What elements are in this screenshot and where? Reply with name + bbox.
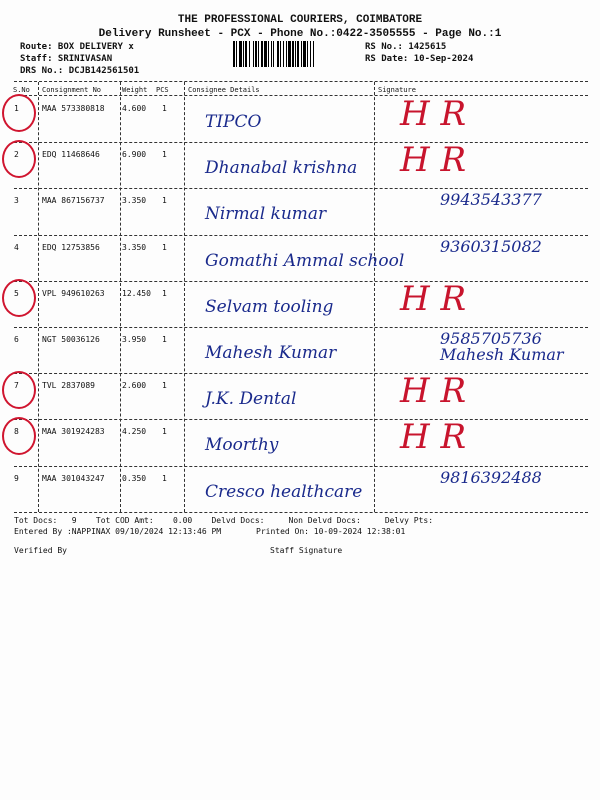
row-signature: H R: [400, 417, 467, 458]
row-sno: 6: [14, 335, 19, 344]
runsheet-subtitle: Delivery Runsheet - PCX - Phone No.:0422-3505555 - Page No.:1: [98, 28, 502, 40]
row-pcs: 1: [162, 150, 167, 160]
rs-number: RS No.: 1425615: [365, 42, 447, 52]
row-rule: [14, 235, 588, 236]
sno-divider: [38, 82, 39, 512]
row-sno: 2: [14, 150, 19, 160]
drs-number: DRS No.: DCJB142561501: [20, 66, 140, 76]
row-consignee: Cresco healthcare: [205, 481, 363, 502]
row-rule: [14, 373, 588, 374]
row-consignee: Gomathi Ammal school: [205, 250, 405, 271]
row-consignee: Dhanabal krishna: [205, 158, 358, 179]
printed-on: Printed On: 10-09-2024 12:38:01: [256, 527, 406, 536]
row-signature: H R: [400, 140, 467, 181]
row-circle-mark: [2, 371, 36, 409]
row-pcs: 1: [162, 427, 167, 437]
row-rule: [14, 512, 588, 513]
barcode: [233, 41, 359, 67]
row-consignee: Moorthy: [205, 435, 279, 456]
row-consignment: NGT 50036126: [42, 335, 100, 344]
row-rule: [14, 466, 588, 467]
row-signature: H R: [400, 94, 467, 134]
row-phone: 9943543377: [440, 190, 542, 210]
row-circle-mark: [2, 94, 36, 132]
col-weight: Weight: [122, 86, 148, 94]
header-rule: [14, 95, 588, 96]
row-sno: 9: [14, 473, 19, 483]
row-consignee: TIPCO: [205, 112, 262, 132]
row-pcs: 1: [162, 473, 167, 483]
pcs-divider: [184, 82, 185, 512]
rs-date: RS Date: 10-Sep-2024: [365, 54, 474, 64]
row-weight: 4.600: [122, 104, 147, 113]
row-weight: 0.350: [122, 473, 147, 483]
row-consignee: Mahesh Kumar: [205, 343, 337, 363]
row-rule: [14, 188, 588, 189]
row-sno: 4: [14, 242, 19, 252]
row-pcs: 1: [162, 196, 167, 206]
row-circle-mark: [2, 140, 36, 178]
row-rule: [14, 327, 588, 328]
row-weight: 4.250: [122, 427, 147, 437]
row-consignment: MAA 573380818: [42, 104, 105, 113]
staff-signature-label: Staff Signature: [270, 546, 343, 555]
row-circle-mark: [2, 417, 36, 455]
row-consignee: Nirmal kumar: [205, 204, 327, 225]
row-consignment: MAA 301043247: [42, 473, 105, 483]
row-consignment: MAA 867156737: [42, 196, 105, 206]
company-name: THE PROFESSIONAL COURIERS, COIMBATORE: [177, 14, 423, 26]
col-sno: S.No: [13, 86, 30, 94]
row-sno: 8: [14, 427, 19, 437]
row-circle-mark: [2, 279, 36, 317]
row-sno: 1: [14, 104, 19, 113]
row-weight: 12.450: [122, 288, 151, 298]
row-weight: 2.600: [122, 381, 147, 391]
verified-by: Verified By: [14, 546, 67, 555]
row-weight: 3.950: [122, 335, 147, 344]
consignment-divider: [120, 82, 121, 512]
totals-line: Tot Docs: 9 Tot COD Amt: 0.00 Delvd Docs: Non Delvd Docs: Delvy Pts:: [14, 516, 434, 525]
entered-by: Entered By :NAPPINAX 09/10/2024 12:13:46 PM: [14, 527, 222, 536]
row-sno: 3: [14, 196, 19, 206]
row-sno: 5: [14, 288, 19, 298]
col-consignee: Consignee Details: [188, 86, 260, 94]
row-pcs: 1: [162, 288, 167, 298]
row-weight: 6.900: [122, 150, 147, 160]
row-consignment: EDQ 12753856: [42, 242, 100, 252]
row-pcs: 1: [162, 381, 167, 391]
row-consignment: MAA 301924283: [42, 427, 105, 437]
row-consignee: Selvam tooling: [205, 296, 334, 317]
row-signature: H R: [400, 278, 467, 319]
route-label: Route: BOX DELIVERY x: [20, 42, 134, 52]
row-sno: 7: [14, 381, 19, 391]
col-signature: Signature: [378, 86, 416, 94]
row-consignment: VPL 949610263: [42, 288, 105, 298]
row-rule: [14, 281, 588, 282]
col-consignment: Consignment No: [42, 86, 102, 94]
row-weight: 3.350: [122, 242, 147, 252]
row-pcs: 1: [162, 335, 167, 344]
row-rule: [14, 142, 588, 143]
row-weight: 3.350: [122, 196, 147, 206]
table-top-rule: [14, 81, 588, 82]
row-consignment: TVL 2837089: [42, 381, 95, 391]
row-phone: 9585705736 Mahesh Kumar: [440, 329, 564, 364]
row-pcs: 1: [162, 104, 167, 113]
consignee-divider: [374, 82, 375, 512]
row-pcs: 1: [162, 242, 167, 252]
row-rule: [14, 419, 588, 420]
row-consignment: EDQ 11468646: [42, 150, 100, 160]
staff-label: Staff: SRINIVASAN: [20, 54, 113, 64]
row-phone: 9816392488: [440, 467, 542, 487]
row-consignee: J.K. Dental: [205, 389, 297, 410]
row-phone: 9360315082: [440, 236, 542, 256]
col-pcs: PCS: [156, 86, 169, 94]
row-signature: H R: [400, 371, 467, 412]
